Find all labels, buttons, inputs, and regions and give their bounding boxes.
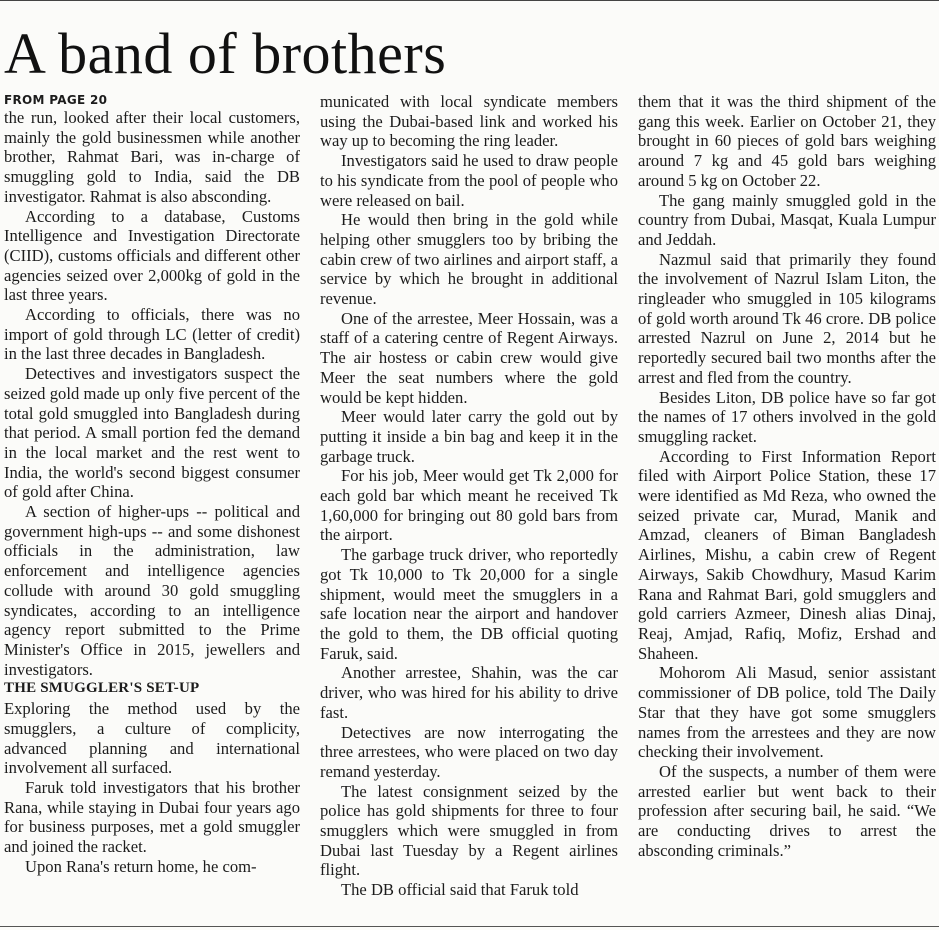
- article-paragraph: For his job, Meer would get Tk 2,000 for each gold bar which meant he received Tk 1,60,000 for bringing out 80 gold bars from the airport.: [320, 466, 618, 545]
- article-paragraph: municated with local syndicate members using the Dubai-based link and worked his way up to becoming the ring leader.: [320, 92, 618, 151]
- article-paragraph: Upon Rana's return home, he com-: [25, 856, 257, 876]
- article-column-2: [320, 92, 618, 917]
- headline: A band of brothers: [4, 21, 447, 86]
- article-paragraph: Meer would later carry the gold out by putting it inside a bin bag and keep it in the garbage truck.: [320, 407, 618, 466]
- article-paragraph: A section of higher-ups -- political and government high-ups -- and some dishonest officials in the administration, law enforcement and intelligence agencies collude with around 30 gold smuggling syndicates, according to an intelligence agency report submitted to the Prime Minister's Office in 2015, jewellers and investigators.: [4, 502, 300, 679]
- bottom-rule: [0, 926, 939, 927]
- article-paragraph: the run, looked after their local customers, mainly the gold businessmen while another brother, Rahmat Bari, was in-charge of smuggling gold to India, said the DB investigator. Rahmat is also absconding.: [4, 108, 300, 206]
- article-paragraph: Detectives are now interrogating the three arrestees, who were placed on two day remand yesterday.: [320, 722, 618, 781]
- article-paragraph: Exploring the method used by the smugglers, a culture of complicity, advanced planning and international involvement all surfaced.: [4, 699, 300, 778]
- article-paragraph: Faruk told investigators that his brother Rana, while staying in Dubai four years ago for business purposes, met a gold smuggler and joined the racket.: [4, 777, 300, 857]
- article-paragraph: The DB official said that Faruk told: [341, 880, 579, 900]
- article-paragraph: According to First Information Report filed with Airport Police Station, these 17 were identified as Md Reza, who owned the seized private car, Murad, Manik and Amzad, cleaners of Biman Bangladesh Airlines, Mishu, a cabin crew of Regent Airways, Sakib Chowdhury, Masud Karim Rana and Rahmat Bari, gold smugglers and gold carriers Azmeer, Dinesh alias Dinaj, Reaj, Amjad, Rafiq, Mofiz, Ershad and Shaheen.: [638, 446, 936, 663]
- article-paragraph: them that it was the third shipment of the gang this week. Earlier on October 21, they brought in 60 pieces of gold bars weighing around 7 kg and 45 gold bars weighing around 5 kg on October 22.: [638, 92, 936, 190]
- article-paragraph: He would then bring in the gold while helping other smugglers too by bribing the cabin crew of two airlines and airport staff, a service by which he brought in additional revenue.: [320, 210, 618, 309]
- article-column-1: [4, 92, 300, 917]
- article-paragraph: Detectives and investigators suspect the seized gold made up only five percent of the total gold smuggled into Bangladesh during that period. A small portion fed the demand in the local market and the rest went to India, the world's second biggest consumer of gold after China.: [4, 364, 300, 502]
- article-paragraph: The latest consignment seized by the police has gold shipments for three to four smugglers which were smuggled in from Dubai last Tuesday by a Regent airlines flight.: [320, 781, 618, 880]
- article-paragraph: Nazmul said that primarily they found the involvement of Nazrul Islam Liton, the ringleader who smuggled in 105 kilograms of gold worth around Tk 46 crore. DB police arrested Nazrul on June 2, 2014 but he reportedly secured bail two months after the arrest and fled from the country.: [638, 249, 936, 387]
- article-column-3: [638, 92, 936, 917]
- top-rule: [0, 0, 939, 1]
- article-paragraph: According to a database, Customs Intelligence and Investigation Directorate (CIID), customs officials and different other agencies seized over 2,000kg of gold in the last three years.: [4, 206, 300, 305]
- article-paragraph: The gang mainly smuggled gold in the country from Dubai, Masqat, Kuala Lumpur and Jeddah.: [638, 190, 936, 249]
- article-paragraph: According to officials, there was no import of gold through LC (letter of credit) in the last three decades in Bangladesh.: [4, 305, 300, 364]
- article-paragraph: Another arrestee, Shahin, was the car driver, who was hired for his ability to drive fast.: [320, 663, 618, 722]
- article-paragraph: Of the suspects, a number of them were arrested earlier but went back to their profession after securing bail, he said. “We are conducting drives to arrest the absconding criminals.”: [638, 761, 936, 860]
- section-subhead: THE SMUGGLER'S SET-UP: [4, 680, 200, 697]
- article-paragraph: The garbage truck driver, who reportedly got Tk 10,000 to Tk 20,000 for a single shipment, would meet the smugglers in a safe location near the airport and handover the gold to them, the DB official quoting Faruk, said.: [320, 545, 618, 663]
- article-paragraph: Investigators said he used to draw people to his syndicate from the pool of people who were released on bail.: [320, 151, 618, 210]
- article-paragraph: Besides Liton, DB police have so far got the names of 17 others involved in the gold smuggling racket.: [638, 387, 936, 446]
- continued-from-label: FROM PAGE 20: [4, 93, 108, 107]
- article-paragraph: One of the arrestee, Meer Hossain, was a staff of a catering centre of Regent Airways. The air hostess or cabin crew would give Meer the seat numbers where the gold would be kept hidden.: [320, 308, 618, 407]
- article-paragraph: Mohorom Ali Masud, senior assistant commissioner of DB police, told The Daily Star that they have got some smugglers names from the arrestees and they are now checking their involvement.: [638, 663, 936, 762]
